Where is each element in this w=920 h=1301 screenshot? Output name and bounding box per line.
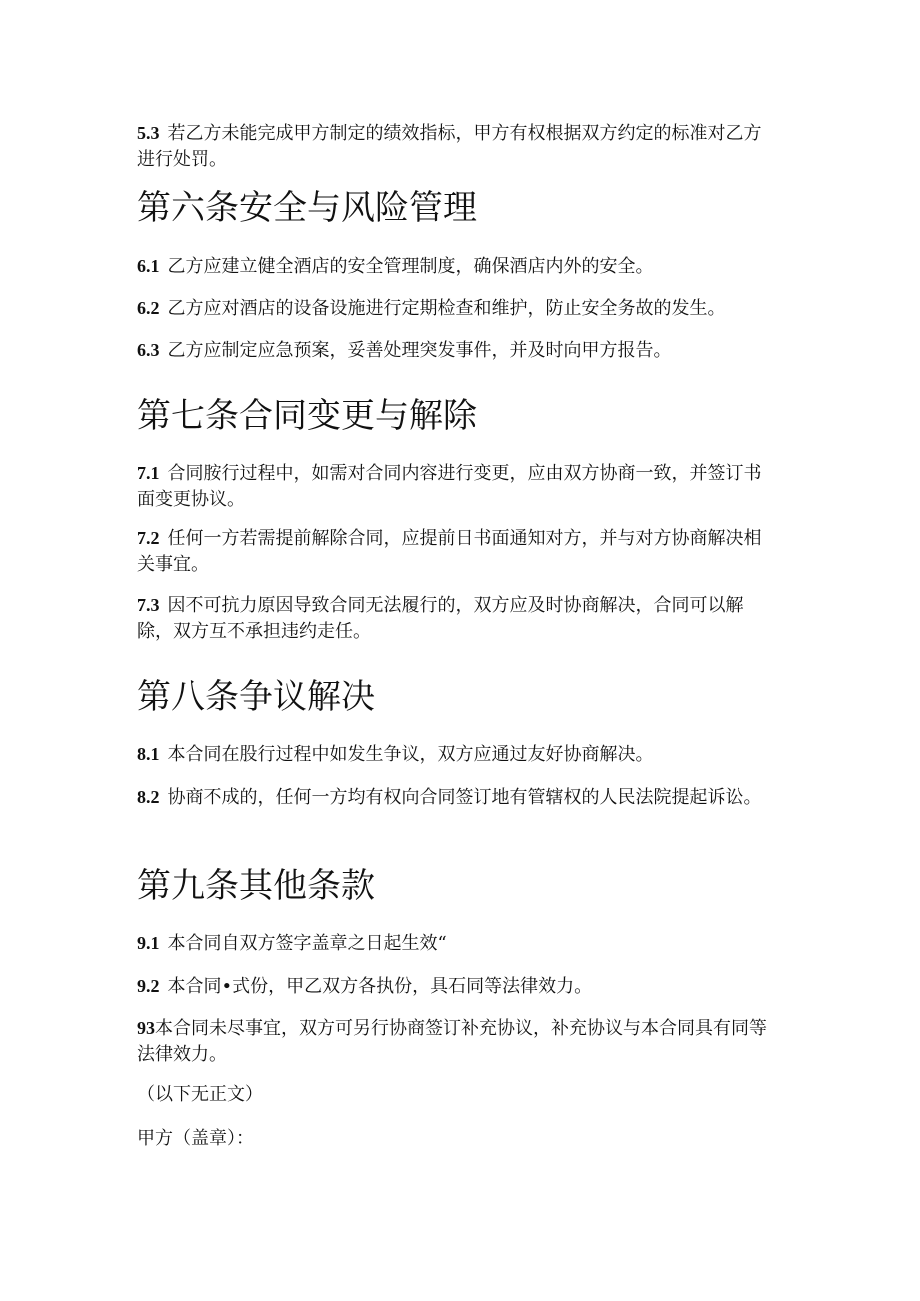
clause-text: 本合同•式份，甲乙双方各执份，具石同等法律效力。: [167, 976, 593, 997]
clause-6-1: [137, 253, 777, 280]
no-further-text: （以下无正文）: [137, 1084, 263, 1105]
party-a-seal-label: 甲方（盖章）：: [137, 1128, 254, 1149]
section-heading-6: 第六条安全与风险管理: [137, 188, 477, 228]
clause-number: 6.3: [137, 340, 160, 360]
clause-5-3: [137, 120, 777, 173]
clause-number: 93: [137, 1018, 155, 1038]
clause-text: 若乙方未能完成甲方制定的绩效指标，甲方有权根据双方约定的标准对乙方进行处罚。: [137, 123, 762, 170]
clause-7-2: [137, 525, 777, 578]
clause-text: 乙方应制定应急预案，妥善处理突发事件，并及时向甲方报告。: [167, 340, 672, 361]
clause-number: 5.3: [137, 123, 160, 143]
section-heading-8: 第八条争议解决: [137, 677, 375, 717]
clause-text: 因不可抗力原因导致合同无法履行的，双方应及时协商解决，合同可以解除，双方互不承担违约走任。: [137, 595, 744, 642]
clause-number: 9.1: [137, 933, 160, 953]
clause-text: 乙方应对酒店的设备设施进行定期检查和维护，防止安全务故的发生。: [167, 298, 726, 319]
clause-number: 6.1: [137, 256, 160, 276]
clause-6-3: [137, 337, 777, 364]
clause-number: 7.1: [137, 463, 160, 483]
clause-number: 7.2: [137, 528, 160, 548]
clause-text: 合同胺行过程中，如需对合同内容进行变更，应由双方协商一致，并签订书面变更协议。: [137, 463, 762, 510]
clause-number: 7.3: [137, 595, 160, 615]
clause-9-2: [137, 973, 777, 1000]
clause-number: 8.2: [137, 787, 160, 807]
clause-number: 9.2: [137, 976, 160, 996]
clause-text: 本合同未尽事宜，双方可另行协商签订补充协议，补充协议与本合同具有同等法律效力。: [137, 1018, 767, 1065]
clause-8-2: [137, 784, 777, 811]
section-heading-9: 第九条其他条款: [137, 866, 375, 906]
clause-text: 任何一方若需提前解除合同，应提前日书面通知对方，并与对方协商解决相关事宜。: [137, 528, 762, 575]
clause-number: 6.2: [137, 298, 160, 318]
clause-9-3: [137, 1015, 777, 1068]
clause-7-1: [137, 460, 777, 513]
clause-text: 本合同自双方签字盖章之日起生效“: [167, 933, 447, 954]
clause-text: 乙方应建立健全酒店的安全管理制度，确保酒店内外的安全。: [167, 256, 654, 277]
clause-8-1: [137, 741, 777, 768]
clause-text: 协商不成的，任何一方均有权向合同签订地有管辖权的人民法院提起诉讼。: [167, 787, 762, 808]
clause-number: 8.1: [137, 744, 160, 764]
clause-6-2: [137, 295, 777, 322]
clause-7-3: [137, 592, 777, 645]
clause-text: 本合同在股行过程中如发生争议，双方应通过友好协商解决。: [167, 744, 654, 765]
section-heading-7: 第七条合同变更与解除: [137, 396, 477, 436]
clause-9-1: [137, 930, 777, 957]
